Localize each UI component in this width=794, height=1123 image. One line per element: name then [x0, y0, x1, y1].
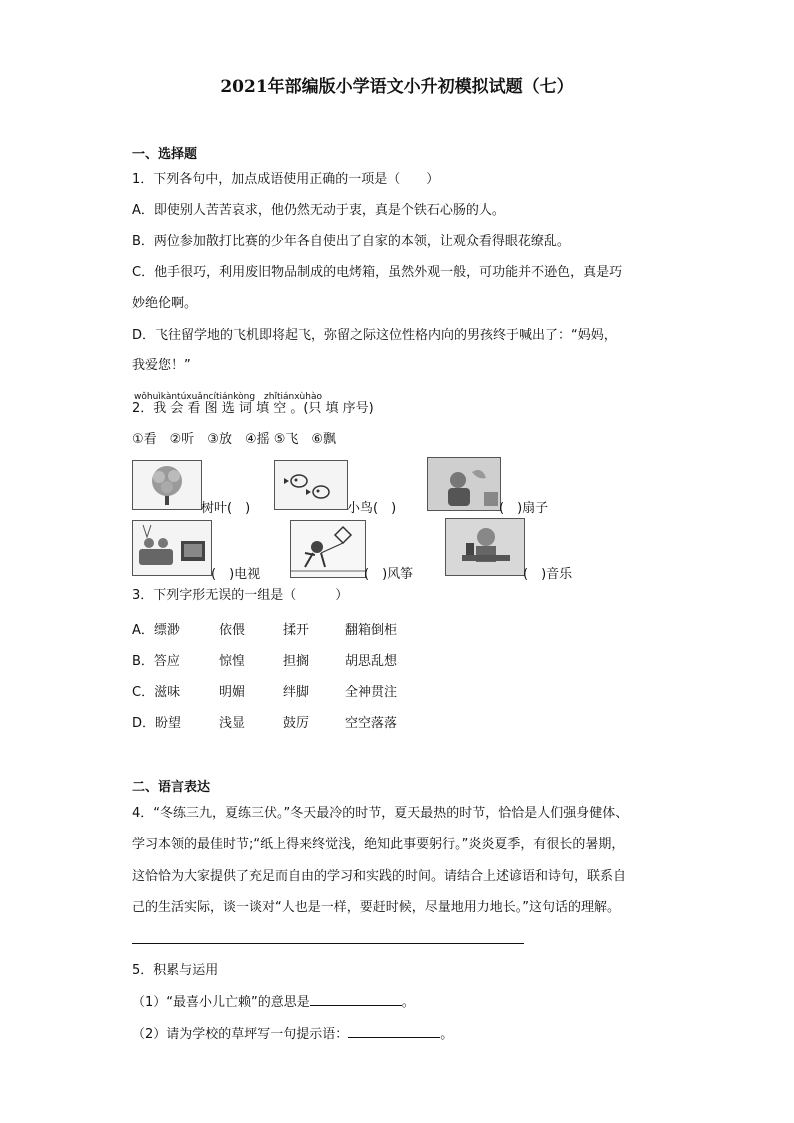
- q3-d-2: 浅显: [219, 716, 246, 731]
- q5-stem: 5．积累与运用: [132, 963, 219, 978]
- q1-option-d-line2: 我爱您！”: [132, 358, 191, 373]
- q3-c-2: 明媚: [219, 685, 246, 700]
- q2-options: ①看 ②听 ③放 ④摇 ⑤飞 ⑥飘: [132, 432, 337, 447]
- q5-part2: [132, 1025, 453, 1044]
- q5-part1-end: 。: [401, 995, 415, 1010]
- q3-a-2: 依偎: [219, 623, 246, 638]
- q1-option-d-line1: D．飞往留学地的飞机即将起飞，弥留之际这位性格内向的男孩终于喊出了：“妈妈，: [132, 328, 617, 343]
- q1-option-a: A．即使别人苦苦哀求，他仍然无动于衷，真是个铁石心肠的人。: [132, 203, 505, 218]
- q3-b-2: 惊惶: [219, 654, 246, 669]
- q3-b-4: 胡思乱想: [345, 654, 398, 669]
- tv-picture: [132, 520, 212, 576]
- section-heading-choice: 一、选择题: [132, 147, 198, 162]
- q5-part2-text: （2）请为学校的草坪写一句提示语：: [132, 1027, 349, 1042]
- kite-picture: [290, 520, 366, 578]
- q4-line4: 己的生活实际，谈一谈对“人也是一样，要赶时候，尽量地用力地长。”这句话的理解。: [132, 900, 620, 915]
- q3-stem: 3．下列字形无误的一组是（ ）: [132, 588, 349, 603]
- caption-kite: ( )风筝: [364, 567, 414, 582]
- q3-b-3: 担搁: [283, 654, 310, 669]
- q2-pinyin: wǒhuìkàntúxuǎncítiánkòng zhǐtiánxùhào: [134, 392, 322, 402]
- q3-a-4: 翻箱倒柜: [345, 623, 398, 638]
- q5-part1-text: （1）“最喜小儿亡赖”的意思是: [132, 995, 310, 1010]
- page-title: 2021年部编版小学语文小升初模拟试题（七）: [220, 77, 574, 97]
- q4-line1: 4．“冬练三九，夏练三伏。”冬天最冷的时节，夏天最热的时节，恰恰是人们强身健体、: [132, 806, 629, 821]
- q3-d-1: D．盼望: [132, 716, 182, 731]
- fan-picture: [427, 457, 501, 511]
- q3-b-1: B．答应: [132, 654, 180, 669]
- q3-a-3: 揉开: [283, 623, 310, 638]
- q3-c-3: 绊脚: [283, 685, 310, 700]
- music-picture: [445, 518, 525, 576]
- q4-answer-line[interactable]: [132, 943, 524, 944]
- q1-option-b: B．两位参加散打比赛的少年各自使出了自家的本领，让观众看得眼花缭乱。: [132, 234, 570, 249]
- q5-part2-blank[interactable]: [348, 1025, 440, 1038]
- q2-stem: 2．我 会 看 图 选 词 填 空 。(只 填 序号): [132, 401, 374, 416]
- caption-music: ( )音乐: [523, 567, 573, 582]
- caption-leaves: 树叶( ): [201, 501, 251, 516]
- q3-d-4: 空空落落: [345, 716, 398, 731]
- caption-birds: 小鸟( ): [347, 501, 397, 516]
- q1-option-c-line1: C．他手很巧，利用废旧物品制成的电烤箱，虽然外观一般，可功能并不逊色，真是巧: [132, 265, 623, 280]
- caption-tv: ( )电视: [211, 567, 261, 582]
- q1-stem: 1．下列各句中，加点成语使用正确的一项是（ ）: [132, 172, 440, 187]
- q4-line3: 这恰恰为大家提供了充足而自由的学习和实践的时间。请结合上述谚语和诗句，联系自: [132, 869, 627, 884]
- q3-a-1: A．缥渺: [132, 623, 180, 638]
- q3-c-4: 全神贯注: [345, 685, 398, 700]
- q1-option-c-line2: 妙绝伦啊。: [132, 296, 198, 311]
- birds-picture: [274, 460, 348, 510]
- q5-part2-end: 。: [440, 1027, 454, 1042]
- section-heading-expression: 二、语言表达: [132, 780, 211, 795]
- q3-d-3: 鼓厉: [283, 716, 310, 731]
- tree-picture: [132, 460, 202, 510]
- caption-fan: ( )扇子: [499, 501, 549, 516]
- q4-line2: 学习本领的最佳时节;“纸上得来终觉浅，绝知此事要躬行。”炎炎夏季，有很长的暑期，: [132, 837, 625, 852]
- q5-part1: [132, 993, 415, 1012]
- q3-c-1: C．滋味: [132, 685, 181, 700]
- q5-part1-blank[interactable]: [310, 993, 402, 1006]
